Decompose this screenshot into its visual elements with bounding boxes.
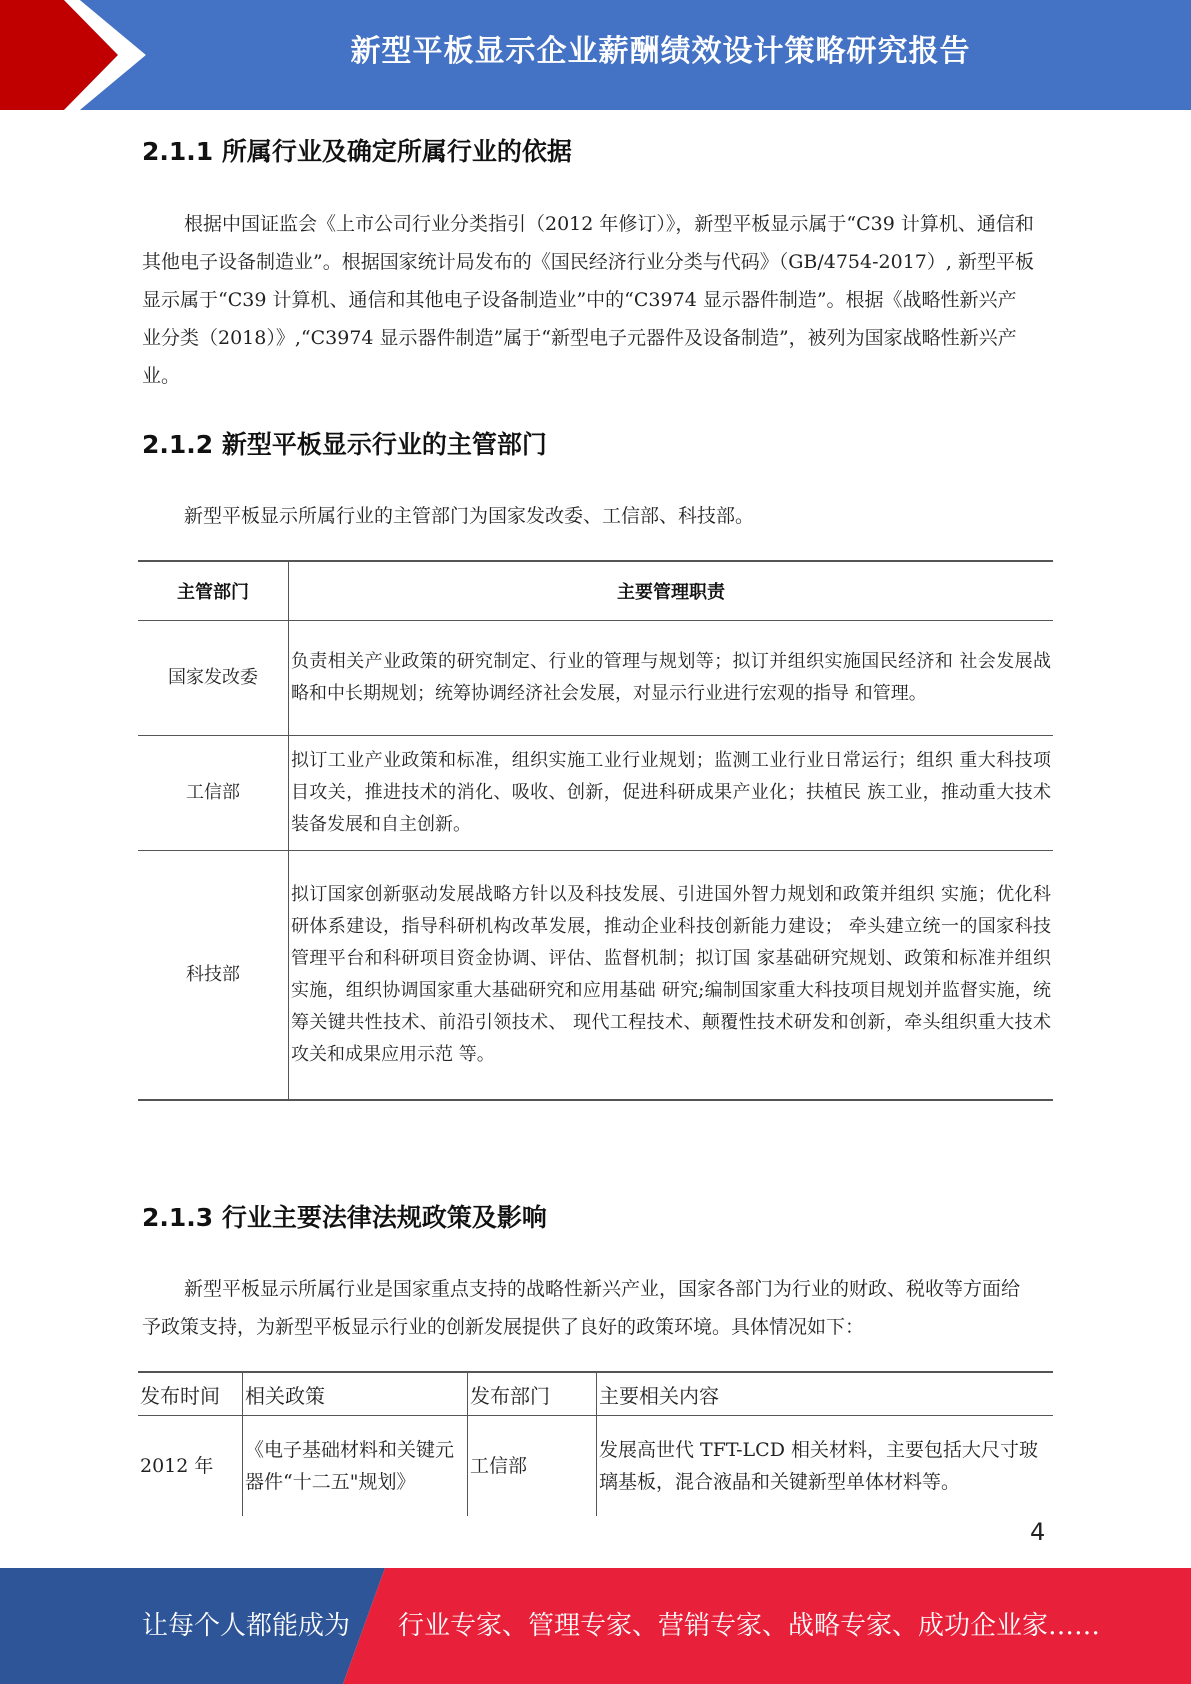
footer-slogan-right: 行业专家、管理专家、营销专家、战略专家、成功企业家…… bbox=[398, 1611, 1101, 1641]
policy-table bbox=[138, 1371, 1053, 1516]
department-table bbox=[138, 560, 1053, 1101]
policy-name: 《电子基础材料和关键元器件“十二五"规划》 bbox=[243, 1416, 468, 1517]
red-chevron-icon bbox=[0, 0, 160, 110]
report-footer bbox=[0, 1568, 1191, 1684]
dept-duty: 负责相关产业政策的研究制定、行业的管理与规划等；拟订并组织实施国民经济和 社会发展战略和中长期规划；统筹协调经济社会发展，对显示行业进行宏观的指导 和管理。 bbox=[289, 621, 1054, 736]
policy-dept: 工信部 bbox=[468, 1416, 597, 1517]
dept-duty: 拟订工业产业政策和标准，组织实施工业行业规划；监测工业行业日常运行；组织 重大科技项目攻关，推进技术的消化、吸收、创新，促进科研成果产业化；扶植民 族工业，推动重大技术装备发展和自主创新。 bbox=[289, 736, 1054, 851]
table-header-time: 发布时间 bbox=[138, 1372, 243, 1416]
dept-duty: 拟订国家创新驱动发展战略方针以及科技发展、引进国外智力规划和政策并组织 实施；优化科研体系建设，指导科研机构改革发展，推动企业科技创新能力建设； 牵头建立统一的国家科技管理平台和科研项目资金协调、评估、监督机制；拟订国 家基础研究规划、政策和标准并组织实施，组织协调国家重大基础研究和应用基础 研究;编制国家重大科技项目规划并监督实施，统筹关键共性技术、前沿引领技术、 现代工程技术、颠覆性技术研发和创新，牵头组织重大技术攻关和成果应用示范 等。 bbox=[289, 851, 1054, 1101]
section-heading-2-1-3: 2.1.3 行业主要法律法规政策及影响 bbox=[142, 1203, 547, 1232]
table-header-dept: 发布部门 bbox=[468, 1372, 597, 1416]
section-paragraph-2-1-2: 新型平板显示所属行业的主管部门为国家发改委、工信部、科技部。 bbox=[184, 505, 755, 527]
table-row bbox=[138, 851, 1053, 1101]
section-paragraph-2-1-3: 新型平板显示所属行业是国家重点支持的战略性新兴产业，国家各部门为行业的财政、税收等方面给予政策支持，为新型平板显示行业的创新发展提供了良好的政策环境。具体情况如下： bbox=[142, 1278, 1021, 1338]
table-row bbox=[138, 1416, 1053, 1517]
section-heading-2-1-1: 2.1.1 所属行业及确定所属行业的依据 bbox=[142, 137, 572, 166]
section-paragraph-2-1-1: 根据中国证监会《上市公司行业分类指引（2012 年修订）》，新型平板显示属于“C39 计算机、通信和其他电子设备制造业”。根据国家统计局发布的《国民经济行业分类与代码》（GB/4754-2017）, 新型平板显示属于“C39 计算机、通信和其他电子设备制造业”中的“C3974 显示器件制造”。根据《战略性新兴产业分类（2018）》,“C3974 显示器件制造”属于“新型电子元器件及设备制造”，被列为国家战略性新兴产业。 bbox=[142, 213, 1034, 387]
table-row bbox=[138, 736, 1053, 851]
dept-name: 国家发改委 bbox=[138, 621, 289, 736]
section-heading-2-1-2: 2.1.2 新型平板显示行业的主管部门 bbox=[142, 430, 547, 459]
table-row bbox=[138, 621, 1053, 736]
dept-name: 科技部 bbox=[138, 851, 289, 1101]
table-header-duty: 主要管理职责 bbox=[289, 561, 1054, 621]
policy-content: 发展高世代 TFT-LCD 相关材料，主要包括大尺寸玻璃基板，混合液晶和关键新型单体材料等。 bbox=[597, 1416, 1054, 1517]
table-header-dept: 主管部门 bbox=[138, 561, 289, 621]
table-header-policy: 相关政策 bbox=[243, 1372, 468, 1416]
footer-slogan-left: 让每个人都能成为 bbox=[142, 1611, 351, 1641]
page-number: 4 bbox=[1030, 1518, 1046, 1546]
report-title: 新型平板显示企业薪酬绩效设计策略研究报告 bbox=[350, 34, 971, 69]
policy-time: 2012 年 bbox=[140, 1455, 214, 1477]
table-header-content: 主要相关内容 bbox=[597, 1372, 1054, 1416]
report-header bbox=[0, 0, 1191, 110]
dept-name: 工信部 bbox=[138, 736, 289, 851]
